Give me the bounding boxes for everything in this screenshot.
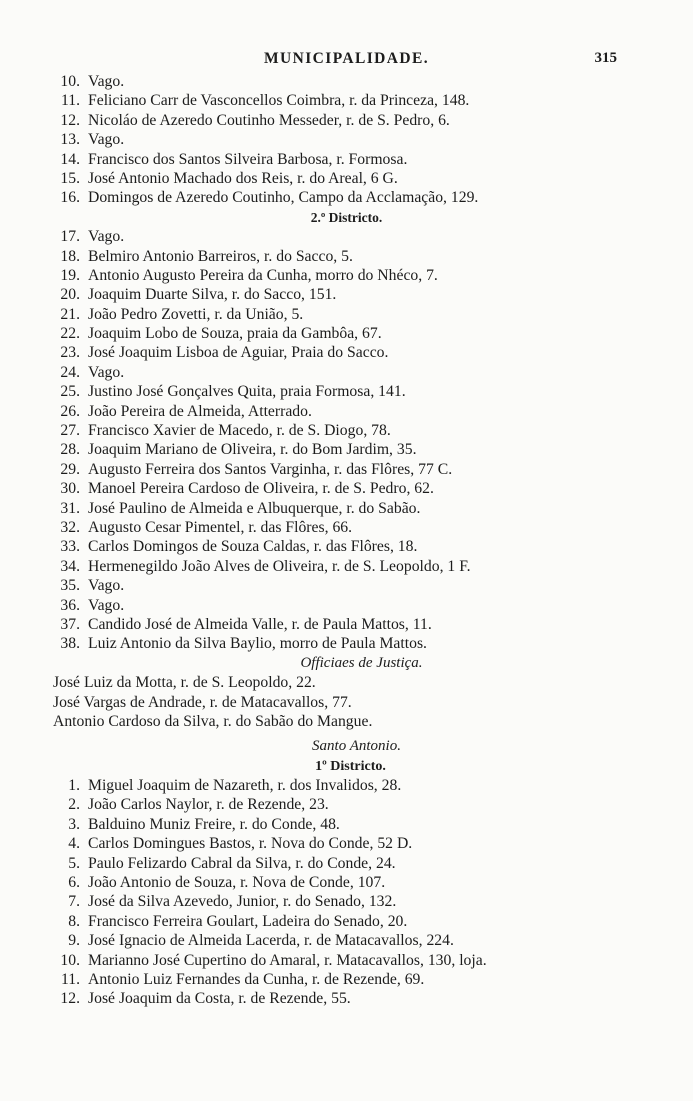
entry-text: José da Silva Azevedo, Junior, r. do Senado, 132.: [88, 893, 397, 911]
entry-text: Vago.: [88, 228, 125, 246]
entry-number: 35.: [60, 577, 80, 595]
entry-text: José Antonio Machado dos Reis, r. do Areal, 6 G.: [88, 169, 398, 187]
list-item: [0, 989, 693, 1008]
entry-text: Joaquim Duarte Silva, r. do Sacco, 151.: [88, 286, 337, 304]
entry-text: Belmiro Antonio Barreiros, r. do Sacco, 5.: [88, 247, 353, 265]
officer-text: José Luiz da Motta, r. de S. Leopoldo, 22.: [53, 674, 316, 692]
list-item: [0, 634, 693, 653]
list-item: [0, 130, 693, 149]
entry-number: 27.: [60, 422, 80, 440]
entry-number: 7.: [68, 893, 80, 911]
entry-text: Vago.: [88, 577, 125, 595]
page-number: 315: [594, 50, 617, 66]
list-item: [0, 247, 693, 266]
officer-text: José Vargas de Andrade, r. de Matacavallos, 77.: [53, 693, 352, 711]
entry-number: 13.: [60, 131, 80, 149]
entry-text: João Pedro Zovetti, r. da União, 5.: [88, 305, 304, 323]
entry-number: 22.: [60, 325, 80, 343]
entry-number: 6.: [68, 874, 80, 892]
list-item: [0, 834, 693, 853]
entry-text: Joaquim Mariano de Oliveira, r. do Bom Jardim, 35.: [88, 441, 417, 459]
entry-number: 37.: [60, 615, 80, 633]
list-item: [0, 931, 693, 950]
entry-number: 23.: [60, 344, 80, 362]
entry-number: 33.: [60, 538, 80, 556]
list-item: [0, 72, 693, 91]
entry-number: 25.: [60, 383, 80, 401]
list-item: [0, 188, 693, 207]
list-item: [0, 615, 693, 634]
entry-number: 36.: [60, 596, 80, 614]
entry-text: Joaquim Lobo de Souza, praia da Gambôa, 67.: [88, 325, 382, 343]
list-item: [0, 557, 693, 576]
entry-number: 17.: [60, 228, 80, 246]
list-item: [0, 970, 693, 989]
list-item: [0, 479, 693, 498]
entry-text: Paulo Felizardo Cabral da Silva, r. do Conde, 24.: [88, 854, 396, 872]
entry-number: 4.: [68, 835, 80, 853]
list-item: [0, 363, 693, 382]
list-item: [0, 324, 693, 343]
entry-text: Manoel Pereira Cardoso de Oliveira, r. de S. Pedro, 62.: [88, 480, 434, 498]
entry-number: 5.: [68, 854, 80, 872]
entry-number: 38.: [60, 635, 80, 653]
list-item: [0, 576, 693, 595]
entry-text: Nicoláo de Azeredo Coutinho Messeder, r. de S. Pedro, 6.: [88, 111, 450, 129]
list-item: [0, 227, 693, 246]
entry-number: 30.: [60, 480, 80, 498]
directory-listing: [0, 72, 693, 1009]
officer-entry: [0, 712, 693, 731]
officer-entry: [0, 673, 693, 692]
entry-text: Francisco dos Santos Silveira Barbosa, r. Formosa.: [88, 150, 408, 168]
list-item: [0, 266, 693, 285]
entry-number: 32.: [60, 518, 80, 536]
entry-number: 26.: [60, 402, 80, 420]
entry-text: Antonio Luiz Fernandes da Cunha, r. de Rezende, 69.: [88, 970, 425, 988]
entry-number: 2.: [68, 796, 80, 814]
entry-text: Augusto Ferreira dos Santos Varginha, r. das Flôres, 77 C.: [88, 460, 453, 478]
entry-number: 18.: [60, 247, 80, 265]
entry-text: José Joaquim Lisboa de Aguiar, Praia do Sacco.: [88, 344, 389, 362]
entry-text: Augusto Cesar Pimentel, r. das Flôres, 66.: [88, 518, 353, 536]
entry-number: 8.: [68, 912, 80, 930]
list-item: [0, 518, 693, 537]
list-item: [0, 285, 693, 304]
entry-text: Feliciano Carr de Vasconcellos Coimbra, r. da Princeza, 148.: [88, 92, 470, 110]
entry-text: João Carlos Naylor, r. de Rezende, 23.: [88, 796, 329, 814]
entry-text: Antonio Augusto Pereira da Cunha, morro do Nhéco, 7.: [88, 266, 438, 284]
entry-text: Domingos de Azeredo Coutinho, Campo da Acclamação, 129.: [88, 189, 479, 207]
officer-text: Antonio Cardoso da Silva, r. do Sabão do Mangue.: [53, 712, 373, 730]
list-item: [0, 169, 693, 188]
entry-number: 24.: [60, 363, 80, 381]
officer-entry: [0, 693, 693, 712]
entry-text: Francisco Xavier de Macedo, r. de S. Diogo, 78.: [88, 422, 391, 440]
entry-text: Vago.: [88, 73, 125, 90]
entry-text: José Paulino de Almeida e Albuquerque, r. do Sabão.: [88, 499, 421, 517]
list-item: [0, 150, 693, 169]
entry-number: 12.: [60, 111, 80, 129]
district-heading: 1º Districto.: [315, 758, 386, 774]
list-item: [0, 402, 693, 421]
entry-text: Justino José Gonçalves Quita, praia Formosa, 141.: [88, 383, 406, 401]
entry-text: Vago.: [88, 363, 125, 381]
entry-number: 21.: [60, 305, 80, 323]
list-item: [0, 892, 693, 911]
entry-number: 29.: [60, 460, 80, 478]
list-item: [0, 912, 693, 931]
entry-number: 16.: [60, 189, 80, 207]
entry-text: Miguel Joaquim de Nazareth, r. dos Invalidos, 28.: [88, 777, 402, 795]
list-item: [0, 343, 693, 362]
entry-text: Vago.: [88, 131, 125, 149]
entry-number: 15.: [60, 169, 80, 187]
entry-text: Balduino Muniz Freire, r. do Conde, 48.: [88, 815, 340, 833]
entry-text: João Pereira de Almeida, Atterrado.: [88, 402, 312, 420]
list-item: [0, 440, 693, 459]
entry-text: Hermenegildo João Alves de Oliveira, r. de S. Leopoldo, 1 F.: [88, 557, 471, 575]
entry-number: 19.: [60, 266, 80, 284]
entry-text: Carlos Domingues Bastos, r. Nova do Conde, 52 D.: [88, 835, 413, 853]
list-item: [0, 421, 693, 440]
list-item: [0, 305, 693, 324]
entry-number: 9.: [68, 932, 80, 950]
list-item: [0, 382, 693, 401]
entry-number: 31.: [60, 499, 80, 517]
entry-number: 10.: [60, 73, 80, 90]
list-item: [0, 499, 693, 518]
list-item: [0, 776, 693, 795]
list-item: [0, 854, 693, 873]
list-item: [0, 873, 693, 892]
entry-number: 3.: [68, 815, 80, 833]
entry-number: 11.: [60, 92, 80, 110]
entry-text: Francisco Ferreira Goulart, Ladeira do Senado, 20.: [88, 912, 408, 930]
entry-number: 14.: [60, 150, 80, 168]
list-item: [0, 815, 693, 834]
list-item: [0, 596, 693, 615]
page-header: [0, 50, 693, 72]
entry-number: 11.: [60, 970, 80, 988]
list-item: [0, 111, 693, 130]
entry-text: João Antonio de Souza, r. Nova de Conde, 107.: [88, 874, 386, 892]
entry-text: Carlos Domingos de Souza Caldas, r. das Flôres, 18.: [88, 538, 418, 556]
entry-number: 1.: [68, 777, 80, 795]
entry-number: 10.: [60, 951, 80, 969]
district-heading: 2.º Districto.: [310, 209, 383, 225]
entry-text: José Ignacio de Almeida Lacerda, r. de Matacavallos, 224.: [88, 932, 454, 950]
entry-text: José Joaquim da Costa, r. de Rezende, 55.: [88, 990, 351, 1008]
entry-text: Marianno José Cupertino do Amaral, r. Matacavallos, 130, loja.: [88, 951, 487, 969]
entry-number: 20.: [60, 286, 80, 304]
list-item: [0, 951, 693, 970]
entry-text: Candido José de Almeida Valle, r. de Paula Mattos, 11.: [88, 615, 432, 633]
entry-number: 12.: [60, 990, 80, 1008]
list-item: [0, 795, 693, 814]
entry-number: 34.: [60, 557, 80, 575]
list-item: [0, 460, 693, 479]
list-item: [0, 537, 693, 556]
entry-text: Luiz Antonio da Silva Baylio, morro de Paula Mattos.: [88, 635, 427, 653]
entry-number: 28.: [60, 441, 80, 459]
officiaes-heading: Officiaes de Justiça.: [300, 654, 423, 671]
list-item: [0, 91, 693, 110]
entry-text: Vago.: [88, 596, 125, 614]
running-title: MUNICIPALIDADE.: [264, 50, 429, 67]
section-heading: Santo Antonio.: [312, 738, 401, 755]
